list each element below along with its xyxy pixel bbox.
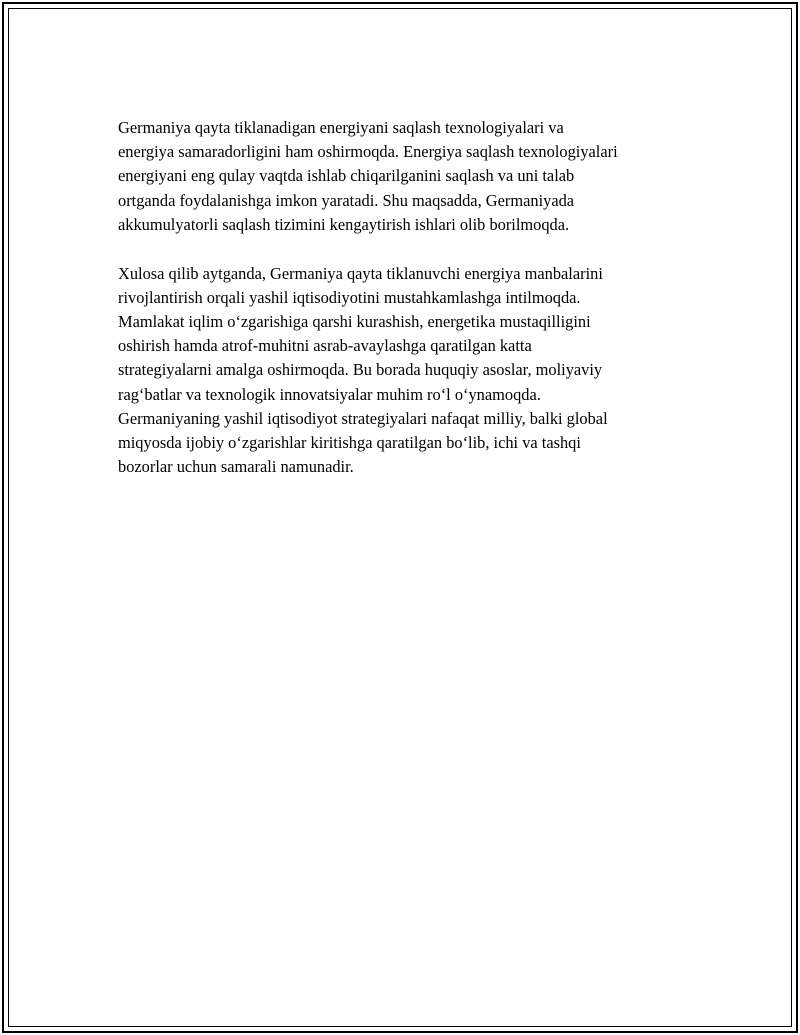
paragraph-line: ortganda foydalanishga imkon yaratadi. Shu maqsadda, Germaniyada: [118, 190, 575, 210]
paragraph-2: [118, 262, 692, 480]
paragraph-line: strategiyalarni amalga oshirmoqda. Bu borada huquqiy asoslar, moliyaviy: [118, 360, 603, 380]
paragraph-line: rag‘batlar va texnologik innovatsiyalar muhim ro‘l o‘ynamoqda.: [118, 384, 541, 404]
paragraph-1: [118, 116, 692, 237]
paragraph-line: Germaniya qayta tiklanadigan energiyani saqlash texnologiyalari va: [118, 118, 564, 137]
paragraph-line: akkumulyatorli saqlash tizimini kengaytirish ishlari olib borilmoqda.: [118, 214, 570, 234]
paragraph-line: energiyani eng qulay vaqtda ishlab chiqarilganini saqlash va uni talab: [118, 166, 575, 186]
paragraph-line: oshirish hamda atrof-muhitni asrab-avaylashga qaratilgan katta: [118, 336, 532, 356]
paragraph-line: Mamlakat iqlim o‘zgarishiga qarshi kurashish, energetika mustaqilligini: [118, 312, 591, 332]
paragraph-line: bozorlar uchun samarali namunadir.: [118, 457, 354, 477]
paragraph-line: rivojlantirish orqali yashil iqtisodiyotini mustahkamlashga intilmoqda.: [118, 287, 581, 307]
paragraph-line: energiya samaradorligini ham oshirmoqda. Energiya saqlash texnologiyalari: [118, 142, 618, 162]
paragraph-line: Xulosa qilib aytganda, Germaniya qayta tiklanuvchi energiya manbalarini: [118, 263, 603, 283]
document-body: [118, 116, 692, 504]
paragraph-line: miqyosda ijobiy o‘zgarishlar kiritishga qaratilgan bo‘lib, ichi va tashqi: [118, 433, 581, 453]
paragraph-line: Germaniyaning yashil iqtisodiyot strategiyalari nafaqat milliy, balki global: [118, 408, 608, 428]
